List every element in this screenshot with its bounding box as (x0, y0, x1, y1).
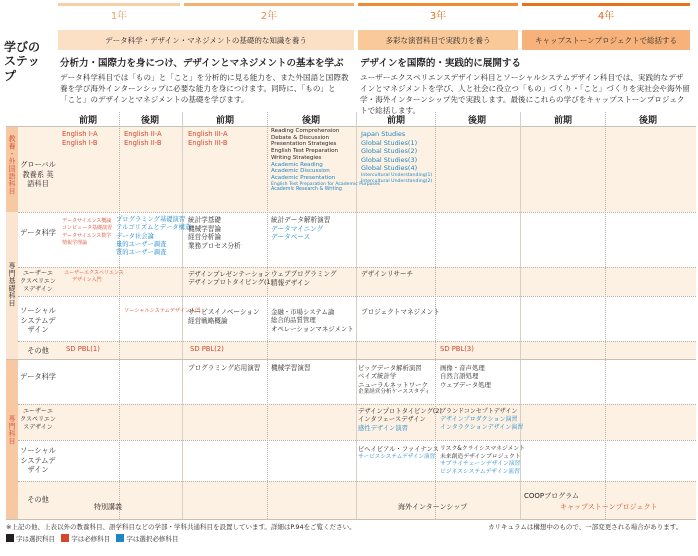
cell-data2-2b: 機械学習演習 (271, 364, 311, 372)
desc-left-body: データ科学科目では「もの」と「こと」を分析的に見る能力を、また外国語と国際教養を学び海外インターンシップに必要な能力を身につけます。同時に、「もの」と「こと」のデザインとマネジメントの基礎を学びます。 (60, 73, 349, 104)
cell-ss1-3a: プロジェクトマネジメント (361, 308, 440, 316)
term-3a: 前期 (386, 116, 405, 126)
cell-ux2-3b: ブランドコンセプトデザイン デザインプロダクション演習 インタラクションデザイン演習 (440, 408, 524, 431)
row-other1-label: その他 (27, 346, 49, 355)
cell-other2-4b: キャップストーンプロジェクト (560, 503, 658, 511)
cell-other1-2a: SD PBL(2) (190, 345, 224, 353)
footnote: ※上記の他、上表以外の教養科目、語学科目などの学部・学科共通科目を設置しています。詳細はP.94をご覧ください。 (6, 523, 356, 531)
cell-global-2b: Reading Comprehension Debate & Discussion Presentation Strategies English Test Preparation Writing Strategies Academic Reading Academic Discussion Academic Presentation English Test Preparation for Academic Purposes Academic Research & Writing (271, 128, 381, 193)
banner-year-3: 多彩な演習科目で実践力を養う (358, 30, 518, 50)
row-ux2-label: ユーザーエクスペリエンスデザイン (20, 408, 56, 432)
row-ss1-label: ソーシャルシステムデザイン (20, 306, 56, 335)
group-general-label: 教養・外国語科目 (8, 135, 16, 195)
cell-data1-2b: 統計データ解析演習 データマイニング データベース (271, 216, 331, 242)
legend-required: 字は必修科目 (61, 535, 110, 543)
year-1-label: 1年 (58, 3, 180, 23)
row-ux1-label: ユーザーエクスペリエンスデザイン (20, 270, 56, 294)
term-2a: 前期 (215, 116, 234, 126)
cell-global-3a: Japan Studies Global Studies(1) Global Studies(2) Global Studies(3) Global Studies(4) Intercultural Understanding(1) Intercultural Understanding(2) (361, 130, 433, 185)
desc-left-title: 分析力・国際力を身につけ、デザインとマネジメントの基本を学ぶ (60, 58, 344, 69)
term-2b: 後期 (301, 116, 320, 126)
cell-other2-3: 海外インターンシップ (398, 503, 468, 511)
year-4-label: 4年 (522, 3, 690, 23)
row-data2-label: データ科学 (20, 372, 56, 381)
cell-data1-2a: 統計学基礎 機械学習論 経営分析論 業務プロセス分析 (188, 216, 241, 251)
term-1b: 後期 (140, 116, 159, 126)
cell-other1-1a: SD PBL(1) (66, 345, 100, 353)
cell-ux1-1a: ユーザーエクスペリエンス デザイン入門 (64, 270, 124, 283)
cell-other1-3b: SD PBL(3) (440, 345, 474, 353)
term-4a: 前期 (553, 116, 572, 126)
cell-global-2a: English III-A English III-B (188, 130, 228, 147)
row-other2-label: その他 (27, 495, 49, 504)
cell-ux1-2b: ウェブプログラミング 情報デザイン (271, 270, 337, 287)
cell-data2-3b: 画像・音声処理 自然言語処理 ウェブデータ処理 (440, 364, 491, 389)
cell-data2-2a: プログラミング応用演習 (188, 364, 261, 372)
row-data1-label: データ科学 (20, 228, 56, 237)
cell-other2-1: 特別講義 (94, 503, 122, 511)
group-major-label: 専門科目 (8, 415, 16, 445)
cell-global-1a: English I-A English I-B (62, 130, 98, 147)
term-3b: 後期 (467, 116, 486, 126)
legend-elective: 字は選択科目 (6, 535, 55, 543)
banner-year-1-2: データ科学・デザイン・マネジメントの基礎的な知識を養う (58, 30, 354, 50)
cell-ss1-2a: サービスイノベーション 経営戦略概論 (188, 308, 260, 325)
banner-year-4: キャップストーンプロジェクトで総括する (522, 30, 690, 50)
cell-ss1-2b: 金融・市場システム論 総合的品質管理 オペレーションマネジメント (271, 308, 354, 333)
cell-ss1-1b: ソーシャルシステムデザイン入門 (124, 308, 201, 314)
row-ss2-label: ソーシャルシステムデザイン (20, 446, 56, 475)
cell-ux1-2a: デザインプレゼンテーション デザインプロトタイピング(1) (188, 270, 274, 287)
legend (6, 534, 178, 543)
legend-elective-required: 字は選択必修科目 (116, 535, 178, 543)
cell-ux1-3a: デザインリサーチ (361, 270, 414, 278)
term-4b: 後期 (638, 116, 657, 126)
cell-global-1b: English II-A English II-B (124, 130, 162, 147)
desc-right-body: ユーザーエクスペリエンスデザイン科目とソーシャルシステムデザイン科目では、実践的なデザインとマネジメントを学び、人と社会に役立つ「もの」づくり・「こと」づくりを実社会や海外留学・海外インターンシップ先で実践します。最後にこれらの学びをキャップストーンプロジェクトで総括します。 (360, 73, 690, 115)
group-foundation-label: 専門基礎科目 (8, 262, 16, 307)
row-global-label: グローバル教養系 英語科目 (20, 160, 56, 189)
cell-data2-3a: ビッグデータ解析演習 ベイズ統計学 ニューラルネットワーク 企業経営分析ケーススタディ (358, 364, 430, 396)
year-2-label: 2年 (184, 3, 354, 23)
footnote-right: カリキュラムは構想中のもので、一部変更される場合があります。 (488, 523, 683, 531)
cell-ss2-3b: リスク&クライシスマネジメント 未来創造デザインプロジェクト サプライチェーンデザイン演習 ビジネスシステムデザイン演習 (440, 446, 525, 475)
side-title: 学びのステップ (4, 40, 41, 83)
year-3-label: 3年 (358, 3, 518, 23)
cell-ss2-3a: ビヘイビアル・ファイナンス サービスシステムデザイン演習 (358, 446, 439, 461)
desc-right-title: デザインを国際的・実践的に展開する (360, 58, 521, 69)
term-1a: 前期 (78, 116, 97, 126)
cell-data1-1a: データサイエンス概論 コンピュータ基礎演習 データサイエンス数学 情報学理論 (62, 218, 113, 246)
cell-ux2-3a: デザインプロトタイピング(2) インタフェースデザイン 感性デザイン演習 (358, 408, 442, 432)
cell-other2-4a: COOPプログラム (524, 492, 580, 500)
cell-data1-1b: プログラミング基礎演習 アルゴリズムとデータ構造 データ社会論 量的ユーザー調査 質的ユーザー調査 (116, 216, 192, 257)
